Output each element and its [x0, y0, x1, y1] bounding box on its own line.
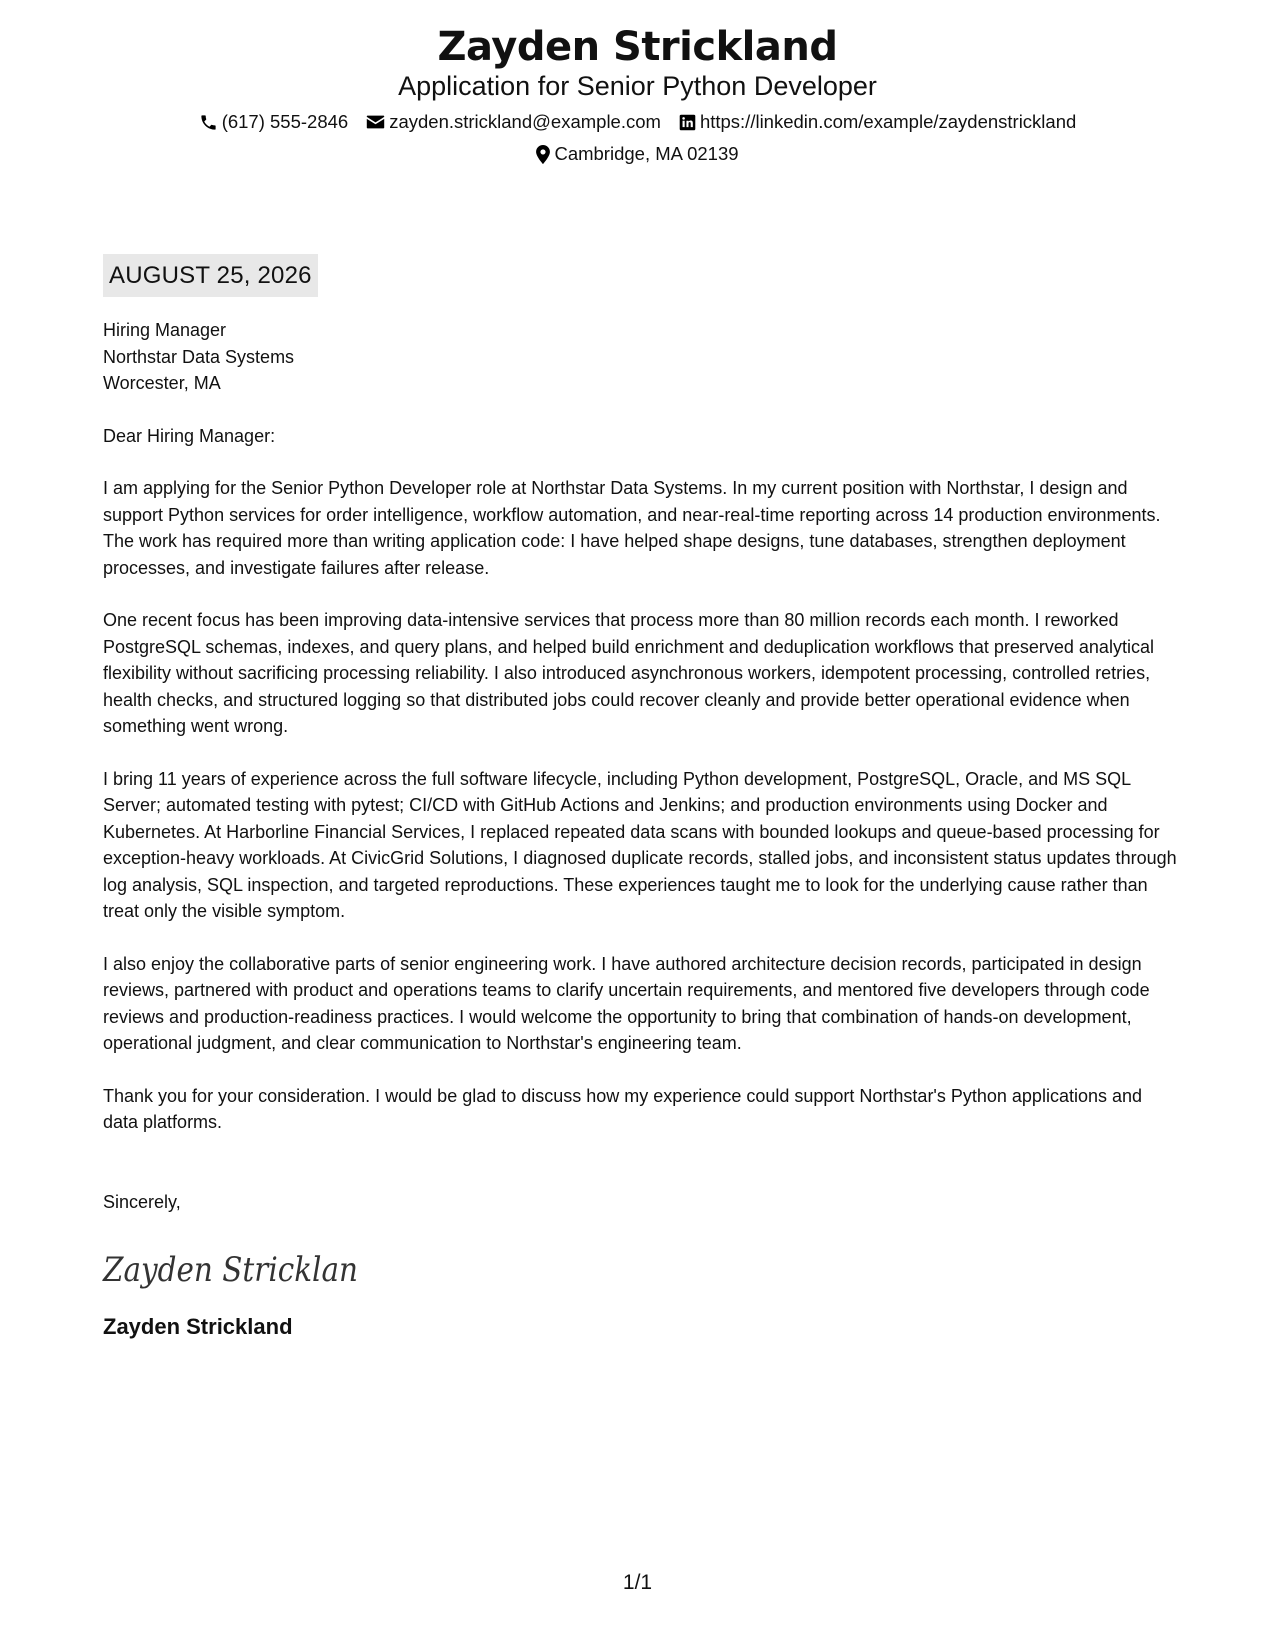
linkedin-text: https://linkedin.com/example/zaydenstrickland [699, 111, 1077, 132]
contact-phone[interactable] [199, 110, 349, 134]
map-marker-icon [536, 145, 550, 164]
letter-date: AUGUST 25, 2026 [103, 254, 318, 297]
linkedin-icon [679, 114, 696, 131]
contact-location [536, 142, 738, 166]
envelope-icon [366, 114, 385, 130]
contact-row [0, 110, 1275, 134]
body-paragraph: I also enjoy the collaborative parts of senior engineering work. I have authored architecture decision records, participated in design reviews, partnered with product and operations teams to clarify uncertain requirements, and mentored five developers through code reviews and production-readiness practices. I would welcome the opportunity to bring that combination of hands-on development, operational judgment, and clear communication to Northstar's engineering team. [103, 953, 1150, 1053]
phone-text: (617) 555-2846 [221, 111, 349, 132]
recipient-company: Northstar Data Systems [103, 346, 295, 367]
email-text: zayden.strickland@example.com [389, 111, 661, 132]
svg-text:Zayden Stricklan: Zayden Stricklan [102, 1250, 358, 1290]
application-subtitle: Application for Senior Python Developer [398, 71, 877, 101]
contact-linkedin[interactable] [679, 110, 1076, 134]
letter-header [0, 22, 1275, 166]
contact-row-location [0, 142, 1275, 166]
applicant-name: Zayden Strickland [437, 24, 838, 70]
page-number: 1/1 [622, 1571, 653, 1594]
recipient-location: Worcester, MA [103, 373, 221, 393]
location-text: Cambridge, MA 02139 [554, 143, 739, 164]
recipient-block [103, 317, 1178, 397]
contact-email[interactable] [366, 110, 661, 134]
phone-icon [199, 113, 218, 132]
body-paragraph: One recent focus has been improving data-intensive services that process more than 80 million records each month. I reworked PostgreSQL schemas, indexes, and query plans, and helped build enrichment and deduplication workflows that preserved analytical flexibility without sacrificing processing reliability. I also introduced asynchronous workers, idempotent processing, controlled retries, health checks, and structured logging so that distributed jobs could recover cleanly and provide better operational evidence when something went wrong. [103, 610, 1154, 736]
salutation: Dear Hiring Manager: [103, 425, 276, 446]
recipient-title: Hiring Manager [103, 320, 227, 340]
body-paragraph: Thank you for your consideration. I would be glad to discuss how my experience could support Northstar's Python applications and data platforms. [103, 1085, 1143, 1132]
signer-name: Zayden Strickland [103, 1314, 293, 1339]
handwritten-signature [103, 1243, 1178, 1299]
closing: Sincerely, [103, 1191, 181, 1212]
body-paragraph: I am applying for the Senior Python Developer role at Northstar Data Systems. In my current position with Northstar, I design and support Python services for order intelligence, workflow automation, and near-real-time reporting across 14 production environments. The work has required more than writing application code: I have helped shape designs, tune databases, strengthen deployment processes, and investigate failures after release. [103, 478, 1161, 578]
letter-body [103, 254, 1178, 1341]
body-paragraph: I bring 11 years of experience across the full software lifecycle, including Python development, PostgreSQL, Oracle, and MS SQL Server; automated testing with pytest; CI/CD with GitHub Actions and Jenkins; and production environments using Docker and Kubernetes. At Harborline Financial Services, I replaced repeated data scans with bounded lookups and queue-based processing for exception-heavy workloads. At CivicGrid Solutions, I diagnosed duplicate records, stalled jobs, and inconsistent status updates through log analysis, SQL inspection, and targeted reproductions. These experiences taught me to look for the underlying cause rather than treat only the visible symptom. [103, 768, 1177, 921]
